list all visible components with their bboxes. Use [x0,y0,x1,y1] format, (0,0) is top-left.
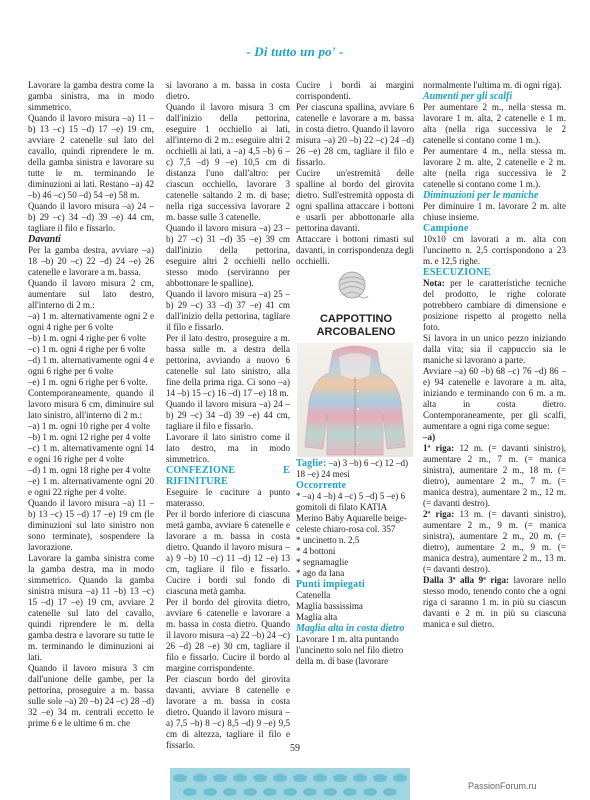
paragraph: Lavorare il lato sinistro come il lato destro, ma in modo simmetrico. [166,432,290,464]
paragraph: Avviare –a) 60 –b) 68 –c) 76 –d) 86 –e) 94 catenelle e lavorare a m. alta, iniziando e terminando con 6 m. a m. alta in costa dietro. Contemporaneamente, per gli scalfi, aumentare a ogni riga come segue: [423,366,566,431]
list-item: Maglia bassissima [296,601,363,611]
nota-text: per le caratteristiche tecniche del prodotto, le righe colorate potrebbero cambiare di dimensione e posizione rispetto al progetto nella foto. [423,278,566,332]
paragraph: –a) 1 m. alternativamente ogni 2 e ogni 4 righe per 6 volte [28,311,154,332]
paragraph: Per ciascun bordo del girovita davanti, avviare 8 catenelle e lavorare a m. bassa in costa dietro. Quando il lavoro misura –a) 7,5 –b) 8 –c) 8,5 –d) 9 –e) 9,5 cm di altezza, tagliare il filo e fissarlo. [166,674,290,750]
paragraph: Quando il lavoro misura 3 cm dall'inizio della pettorina, eseguire 1 occhiello ai lati, all'interno di 2 m.: eseguire altri 2 occhielli ai lati, a –a) 4,5 –b) 6 –c) 7,5 –d) 9 –e) 10,5 cm di distanza l'uno dall'altro: per ciascun occhiello, lavorare 3 catenelle saltando 2 m. di base; nella riga successiva lavorare 2 m. basse sulle 3 catenelle. [166,102,290,222]
paragraph: Contemporaneamente, quando il lavoro misura 6 cm, diminuire sul lato sinistro, all'interno di 2 m.: [28,388,154,420]
paragraph: Per il lato destro, proseguire a m. bassa sulle m. a destra della pettorina, avviando a nuovo 6 catenelle sul lato sinistro, alla fine della prima riga. Ci sono –a) 14 –b) 15 –c) 16 –d) 17 –e) 18 m. [166,333,290,398]
paragraph: Quando il lavoro misura 3 cm dall'unione delle gambe, per la pettorina, proseguire a m. bassa sulle sole –a) 20 –b) 24 –c) 28 –d) 32 –e) 34 m. centrali eccetto le prime 6 e le ultime 6 m. che [28,663,154,728]
title-line-1: CAPPOTTINO [319,313,393,325]
paragraph: Cucire i bordi ai margini corrispondenti. [296,80,414,101]
paragraph: Per la gamba destra, avviare –a) 18 –b) 20 –c) 22 –d) 24 –e) 26 catenelle e lavorare a m. bassa. [28,245,154,277]
watermark: PassionForum.ru [468,781,537,791]
paragraph: –b) 1 m. ogni 4 righe per 6 volte [28,333,146,343]
title-line-2: ARCOBALENO [316,326,396,338]
heading-esecuzione: ESECUZIONE [423,267,491,278]
row-3-text: lavorare nello stesso modo, tenendo conto che a ogni riga ci saranno 1 m. in più su ciascun davanti e 2 m. in più su ciascuna manica e sul dietro. [423,575,567,629]
coat-photo [297,343,413,457]
taglie-label: Taglie: [296,458,327,469]
paragraph: –a) 1 m. ogni 10 righe per 4 volte [28,421,150,431]
page-number: 59 [290,743,300,754]
paragraph: Quando il lavoro misura –a) 23 –b) 27 –c) 31 –d) 35 –e) 39 cm dall'inizio della pettorina, eseguire altri 2 occhielli nello stesso modo (serviranno per abbottonare le spalline). [166,223,290,288]
paragraph: –c) 1 m. ogni 4 righe per 6 volte [28,344,146,354]
paragraph: –c) 1 m. alternativamente ogni 14 e ogni 16 righe per 4 volte [28,443,154,464]
paragraph: –e) 1 m. alternativamente ogni 20 e ogni 22 righe per 4 volte. [28,476,154,497]
paragraph: Quando il lavoro misura –a) 24 –b) 29 –c) 34 –d) 39 –e) 44 cm, tagliare il filo e fissarlo. [166,399,290,431]
paragraph: Attaccare i bottoni rimasti sul davanti, in corrispondenza degli occhielli. [296,234,414,266]
column-3-details [296,458,414,667]
paragraph: Per il bordo del girovita dietro, avviare 6 catenelle e lavorare a m. bassa in costa dietro. Quando il lavoro misura –a) 22 –b) 24 –c) 26 –d) 28 –e) 30 cm, tagliare il filo e fissarlo. Cucire il bordo al margine corrispondente. [166,597,290,673]
list-item: * 4 bottoni [296,546,336,556]
column-1 [28,80,154,729]
list-item: * segnamaglie [296,557,349,567]
list-item: * ago da lana [296,568,345,578]
paragraph: Per ciascuna spallina, avviare 6 catenelle e lavorare a m. bassa in costa dietro. Quando il lavoro misura –a) 20 –b) 22 –c) 24 –d) 26 –e) 28 cm, tagliare il filo e fissarlo. [296,102,414,167]
paragraph: Eseguire le cuciture a punto materasso. [166,487,290,508]
heading-punti: Punti impiegati [296,579,365,590]
paragraph: Si lavora in un unico pezzo iniziando dalla vita; sia il cappuccio sia le maniche si lavorano a parte. [423,333,566,365]
paragraph: si lavorano a m. bassa in costa dietro. [166,80,290,101]
yarn-ball-icon [335,268,369,302]
paragraph: Per diminuire 1 m. lavorare 2 m. alte chiuse insieme. [423,201,566,222]
paragraph: Lavorare la gamba destra come la gamba sinistra, ma in modo simmetrico. [28,80,154,112]
heading-occorrente: Occorrente [296,480,347,491]
paragraph: 10x10 cm lavorati a m. alta con l'uncinetto n. 2,5 corrispondono a 23 m. e 12,5 righe. [423,234,566,266]
paragraph: Quando il lavoro misura –a) 24 –b) 29 –c) 34 –d) 39 –e) 44 cm, tagliare il filo e fissarlo. [28,201,154,233]
paragraph: Per aumentare 4 m., nella stessa m. lavorare 2 m. alte, 2 catenelle e 2 m. alte (nella riga successiva le 2 catenelle si contano come 1 m.). [423,146,566,189]
size-label: –a) [423,432,436,442]
paragraph: –b) 1 m. ogni 12 righe per 4 volte [28,432,151,442]
paragraph: Cucire un'estremità delle spalline al bordo del girovita dietro. Sull'estremità opposta di ogni spallina attaccare i bottoni e usarli per abbottonarle alla pettorina davanti. [296,168,414,233]
paragraph: Per aumentare 2 m., nella stessa m. lavorare 1 m. alta, 2 catenelle e 1 m. alta (nella riga successiva le 2 catenelle si contano come 1 m.). [423,102,566,145]
paragraph: –e) 1 m. ogni 6 righe per 6 volte. [28,377,148,387]
project-title [302,313,410,339]
paragraph: Quando il lavoro misura 2 cm, aumentare sul lato destro, all'interno di 2 m.: [28,278,154,310]
heading-maglia-alta: Maglia alta in costa dietro [296,623,405,634]
list-item: * uncinetto n. 2,5 [296,535,360,545]
column-2 [166,80,290,751]
nota-label: Nota: [423,278,445,288]
paragraph: Quando il lavoro misura –a) 11 –b) 13 –c) 15 –d) 17 –e) 19 cm (le diminuzioni sul lato sinistro non sono terminate), sospendere la lavorazione. [28,498,154,552]
column-3 [296,80,414,267]
paragraph: normalmente l'ultima m. di ogni riga). [423,80,562,90]
page-header: - Di tutto un po' - [246,44,344,59]
row-3-label: Dalla 3ª alla 9ª riga: [423,575,510,585]
row-1-text: 12 m. (= davanti sinistro), aumentare 2 m., 7 m. (= manica sinistra), aumentare 2 m., 18 m. (= dietro), aumentare 2 m., 7 m. (= manica destra), aumentare 2 m., 12 m. (= davanti destro). [423,443,566,508]
row-1-label: 1ª riga: [423,443,455,453]
paragraph: –d) 1 m. alternativamente ogni 4 e ogni 6 righe per 6 volte [28,355,154,376]
paragraph: Lavorare la gamba sinistra come la gamba destra, ma in modo simmetrico. Quando la gamba sinistra misura –a) 11 –b) 13 –c) 15 –d) 17 –e) 19 cm, avviare 2 catenelle sul lato del cavallo, quindi riprendere le m. della gamba destra e lavorare su tutte le m. terminando le diminuzioni ai lati. [28,553,154,662]
heading-confezione: CONFEZIONE E RIFINITURE [166,465,290,487]
paragraph: Lavorare 1 m. alta puntando l'uncinetto solo nel filo dietro della m. di base (lavorare [296,634,404,666]
heading-davanti: Davanti [28,234,61,245]
heading-campione: Campione [423,223,469,234]
heading-aumenti: Aumenti per gli scalfi [423,91,513,102]
knit-texture-strip [170,768,410,800]
list-item: * –a) 4 –b) 4 –c) 5 –d) 5 –e) 6 gomitoli di filato KATIA Merino Baby Aquarelle beige-celeste chiaro-rosa col. 357 [296,491,407,534]
column-4 [423,80,566,630]
paragraph: Per il bordo inferiore di ciascuna metà gamba, avviare 6 catenelle e lavorare a m. bassa in costa dietro. Quando il lavoro misura –a) 9 –b) 10 –c) 11 –d) 12 –e) 13 cm, tagliare il filo e fissarlo. Cucire i bordi sul fondo di ciascuna metà gamba. [166,509,290,596]
list-item: Maglia alta [296,612,338,622]
heading-diminuzioni: Diminuzioni per le maniche [423,190,539,201]
paragraph: Quando il lavoro misura –a) 25 –b) 29 –c) 33 –d) 37 –e) 41 cm dall'inizio della pettorina, tagliare il filo e fissarlo. [166,289,290,332]
row-2-label: 2ª riga: [423,509,455,519]
list-item: Catenella [296,590,331,600]
paragraph: Quando il lavoro misura –a) 11 –b) 13 –c) 15 –d) 17 –e) 19 cm, avviare 2 catenelle sul lato del cavallo, quindi riprendere le m. della gamba sinistra e lavorare su tutte le m. terminando le diminuzioni ai lati. Restano –a) 42 –b) 46 –c) 50 –d) 54 –e) 58 m. [28,113,154,200]
taglie-text: –a) 3 –b) 6 –c) 12 –d) 18 –e) 24 mesi [296,458,409,479]
paragraph: –d) 1 m. ogni 18 righe per 4 volte [28,465,151,475]
row-2-text: 13 m. (= davanti sinistro), aumentare 2 m., 9 m. (= manica sinistra), aumentare 2 m., 20 m. (= dietro), aumentare 2 m., 9 m. (= manica destra), aumentare 2 m., 13 m. (= davanti destro). [423,509,566,574]
